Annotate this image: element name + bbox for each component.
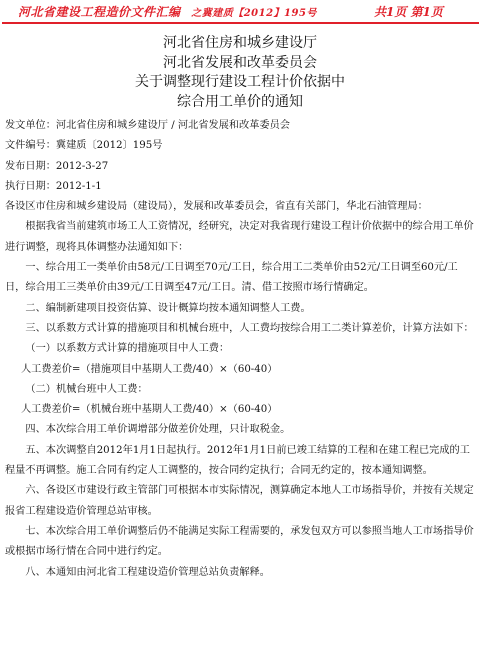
paragraph: （一）以系数方式计算的措施项目中人工费： [25,343,230,355]
document-body [5,28,475,583]
title-line: 河北省住房和城乡建设厅 [163,35,317,51]
paragraph: （二）机械台班中人工费： [25,383,148,395]
paragraph: 四、本次综合用工单价调增部分做差价处理，只计取税金。 [25,424,291,436]
paragraph: 根据我省当前建筑市场工人工资情况，经研究，决定对我省现行建设工程计价依据中的综合用工单价进行调整，现将具体调整办法通知如下： [5,221,474,253]
paragraph: 五、本次调整自2012年1月1日起执行。2012年1月1日前已竣工结算的工程和在建工程已完成的工程量不再调整。施工合同有约定人工调整的，按合同约定执行；合同无约定的，按本通知调整。 [5,444,470,477]
meta-doc-number: 文件编号：冀建质〔2012〕195号 [5,140,163,152]
recipients: 各设区市住房和城乡建设局（建设局），发展和改革委员会，省直有关部门，华北石油管理局： [5,201,428,213]
paragraph: 二、编制新建项目投资估算、设计概算均按本通知调整人工费。 [25,302,311,314]
paragraph: 一、综合用工一类单价由58元/工日调至70元/工日，综合用工二类单价由52元/工日调至60元/工日，综合用工三类单价由39元/工日调至47元/工日。清、借工按照市场行情确定。 [5,262,458,294]
paragraph: 八、本通知由河北省工程建设造价管理总站负责解释。 [25,566,270,578]
title-line: 关于调整现行建设工程计价依据中 [135,74,345,90]
header-rule [2,22,479,24]
header-title-main: 河北省建设工程造价文件汇编 [18,5,181,19]
title-line: 综合用工单价的通知 [177,93,303,110]
title-line: 河北省发展和改革委员会 [163,54,317,71]
paragraph: 七、本次综合用工单价调整后仍不能满足实际工程需要的，承发包双方可以参照当地人工市场指导价或根据市场行情在合同中进行约定。 [5,525,474,558]
meta-publish-date: 发布日期：2012-3-27 [5,160,109,172]
header-volume: 之冀建质【2012】195号 [191,8,317,19]
header-title [18,3,317,20]
paragraph: 六、各设区市建设行政主管部门可根据本市实际情况，测算确定本地人工市场指导价，并按有关规定报省工程建设造价管理总站审核。 [5,485,474,517]
meta-effective-date: 执行日期：2012-1-1 [5,180,102,192]
formula: 人工费差价=（措施项目中基期人工费/40）×（60-40） [21,363,278,375]
document-title [5,34,475,112]
page-header [0,0,481,24]
formula: 人工费差价=（机械台班中基期人工费/40）×（60-40） [21,404,278,416]
meta-issuer: 发文单位：河北省住房和城乡建设厅 / 河北省发展和改革委员会 [5,120,290,131]
paragraph: 三、以系数方式计算的措施项目和机械台班中，人工费均按综合用工二类计算差价，计算方法如下： [25,322,474,334]
header-page-count: 共1页 第1页 [374,5,443,19]
